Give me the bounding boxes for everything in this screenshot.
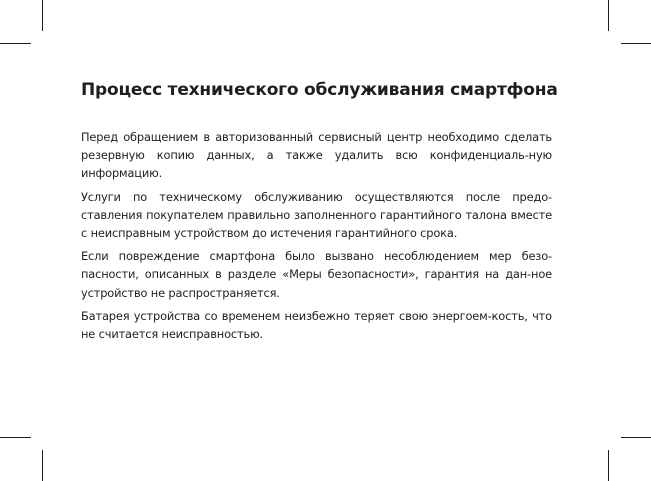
crop-mark-top-right-vertical xyxy=(608,0,609,31)
paragraph-service-conditions: Услуги по техническому обслуживанию осуществляются после предо-ставления покупателем правильно заполненного гарантийного талона вместе с неисправным устройством до истечения гарантийного срока. xyxy=(81,189,552,241)
crop-mark-top-right-horizontal xyxy=(621,43,651,44)
crop-mark-bottom-right-horizontal xyxy=(621,437,651,438)
page-content xyxy=(81,78,558,348)
crop-mark-top-left-horizontal xyxy=(0,43,31,44)
paragraph-battery: Батарея устройства со временем неизбежно теряет свою энергоем-кость, что не считается неисправностью. xyxy=(81,308,552,342)
paragraph-warranty-exclusion: Если повреждение смартфона было вызвано несоблюдением мер безо-пасности, описанных в разделе «Меры безопасности», гарантия на дан-ное устройство не распространяется. xyxy=(81,249,552,300)
paragraph-backup: Перед обращением в авторизованный сервисный центр необходимо сделать резервную копию данных, а также удалить всю конфиденциаль-ную информацию. xyxy=(81,130,552,181)
crop-mark-bottom-right-vertical xyxy=(608,450,609,481)
body-text xyxy=(81,128,552,343)
crop-mark-bottom-left-horizontal xyxy=(0,437,31,438)
page-title: Процесс технического обслуживания смартфона xyxy=(81,80,558,100)
crop-mark-bottom-left-vertical xyxy=(42,450,43,481)
crop-mark-top-left-vertical xyxy=(42,0,43,31)
